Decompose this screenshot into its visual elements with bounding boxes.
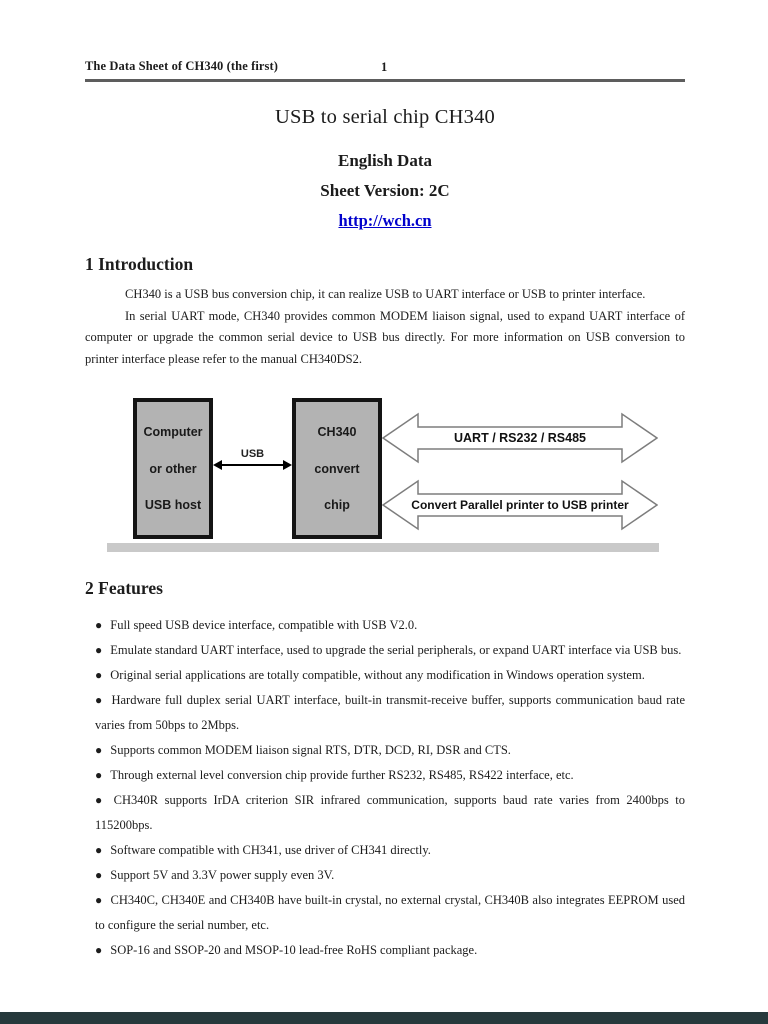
feature-item (85, 663, 685, 688)
feature-text: Software compatible with CH341, use driver of CH341 directly. (110, 843, 431, 857)
computer-box-line: or other (149, 461, 197, 476)
feature-item (85, 763, 685, 788)
wch-link[interactable]: http://wch.cn (338, 211, 432, 230)
bullet-icon: ● (95, 943, 103, 957)
printer-arrow-label: Convert Parallel printer to USB printer (411, 498, 629, 512)
feature-item (85, 838, 685, 863)
introduction-paragraph-2: In serial UART mode, CH340 provides common MODEM liaison signal, used to expand UART interface of computer or upgrade the common serial device to USB bus directly. For more information on USB conversion to printer interface please refer to the manual CH340DS2. (85, 308, 685, 366)
block-diagram (85, 386, 685, 556)
bullet-icon: ● (95, 668, 103, 682)
computer-box (133, 398, 213, 539)
ch340-box-line: chip (324, 498, 350, 513)
feature-item (85, 613, 685, 638)
uart-interface-arrow (382, 410, 658, 466)
diagram-bottom-band (107, 543, 659, 552)
ch340-box-line: convert (314, 461, 360, 476)
feature-item (85, 638, 685, 663)
feature-text: Emulate standard UART interface, used to upgrade the serial peripherals, or expand UART interface via USB bus. (110, 643, 682, 657)
computer-box-line: USB host (144, 498, 202, 513)
bullet-icon: ● (95, 893, 103, 907)
arrow-head-right-icon (283, 460, 292, 470)
link-line (85, 206, 685, 237)
feature-text: Supports common MODEM liaison signal RTS, DTR, DCD, RI, DSR and CTS. (110, 743, 511, 757)
feature-item (85, 688, 685, 738)
arrow-head-left-icon (213, 460, 222, 470)
printer-interface-arrow (382, 477, 658, 533)
document-title: USB to serial chip CH340 (274, 106, 496, 128)
feature-item (85, 938, 685, 963)
page-separator-bar (0, 1012, 768, 1024)
computer-box-line: Computer (143, 424, 203, 439)
introduction-paragraph-1: CH340 is a USB bus conversion chip, it can realize USB to UART interface or USB to printer interface. (125, 287, 646, 301)
ch340-box-line: CH340 (317, 424, 357, 439)
feature-text: Support 5V and 3.3V power supply even 3V. (110, 868, 335, 882)
features-list (85, 613, 685, 963)
arrow-shaft (219, 464, 286, 466)
feature-text: SOP-16 and SSOP-20 and MSOP-10 lead-free RoHS compliant package. (110, 943, 478, 957)
feature-item (85, 888, 685, 938)
usb-label: USB (240, 448, 265, 460)
bullet-icon: ● (95, 693, 104, 707)
bullet-icon: ● (95, 618, 103, 632)
introduction-heading: 1 Introduction (85, 254, 194, 274)
header-title: The Data Sheet of CH340 (the first) (85, 59, 279, 73)
feature-item (85, 863, 685, 888)
subtitle-line-2: Sheet Version: 2C (320, 181, 450, 200)
page-header (85, 0, 685, 82)
bullet-icon: ● (95, 868, 103, 882)
bullet-icon: ● (95, 843, 103, 857)
feature-text: Hardware full duplex serial UART interface, built-in transmit-receive buffer, supports communication baud rate varies from 50bps to 2Mbps. (95, 693, 685, 732)
feature-text: CH340R supports IrDA criterion SIR infrared communication, supports baud rate varies from 2400bps to 115200bps. (95, 793, 686, 832)
bullet-icon: ● (95, 643, 103, 657)
feature-text: Original serial applications are totally compatible, without any modification in Windows operation system. (110, 668, 645, 682)
page-content (85, 0, 685, 963)
feature-text: Through external level conversion chip provide further RS232, RS485, RS422 interface, etc. (110, 768, 574, 782)
bullet-icon: ● (95, 768, 103, 782)
bullet-icon: ● (95, 793, 106, 807)
bullet-icon: ● (95, 743, 103, 757)
subtitle-line-1: English Data (338, 151, 432, 170)
feature-item (85, 738, 685, 763)
ch340-chip-box (292, 398, 382, 539)
features-heading: 2 Features (85, 578, 163, 598)
feature-item (85, 788, 685, 838)
feature-text: CH340C, CH340E and CH340B have built-in crystal, no external crystal, CH340B also integrates EEPROM used to configure the serial number, etc. (95, 893, 685, 932)
feature-text: Full speed USB device interface, compatible with USB V2.0. (110, 618, 418, 632)
usb-connection-arrow (213, 448, 292, 472)
uart-arrow-label: UART / RS232 / RS485 (454, 431, 586, 445)
header-page-number: 1 (381, 60, 388, 74)
